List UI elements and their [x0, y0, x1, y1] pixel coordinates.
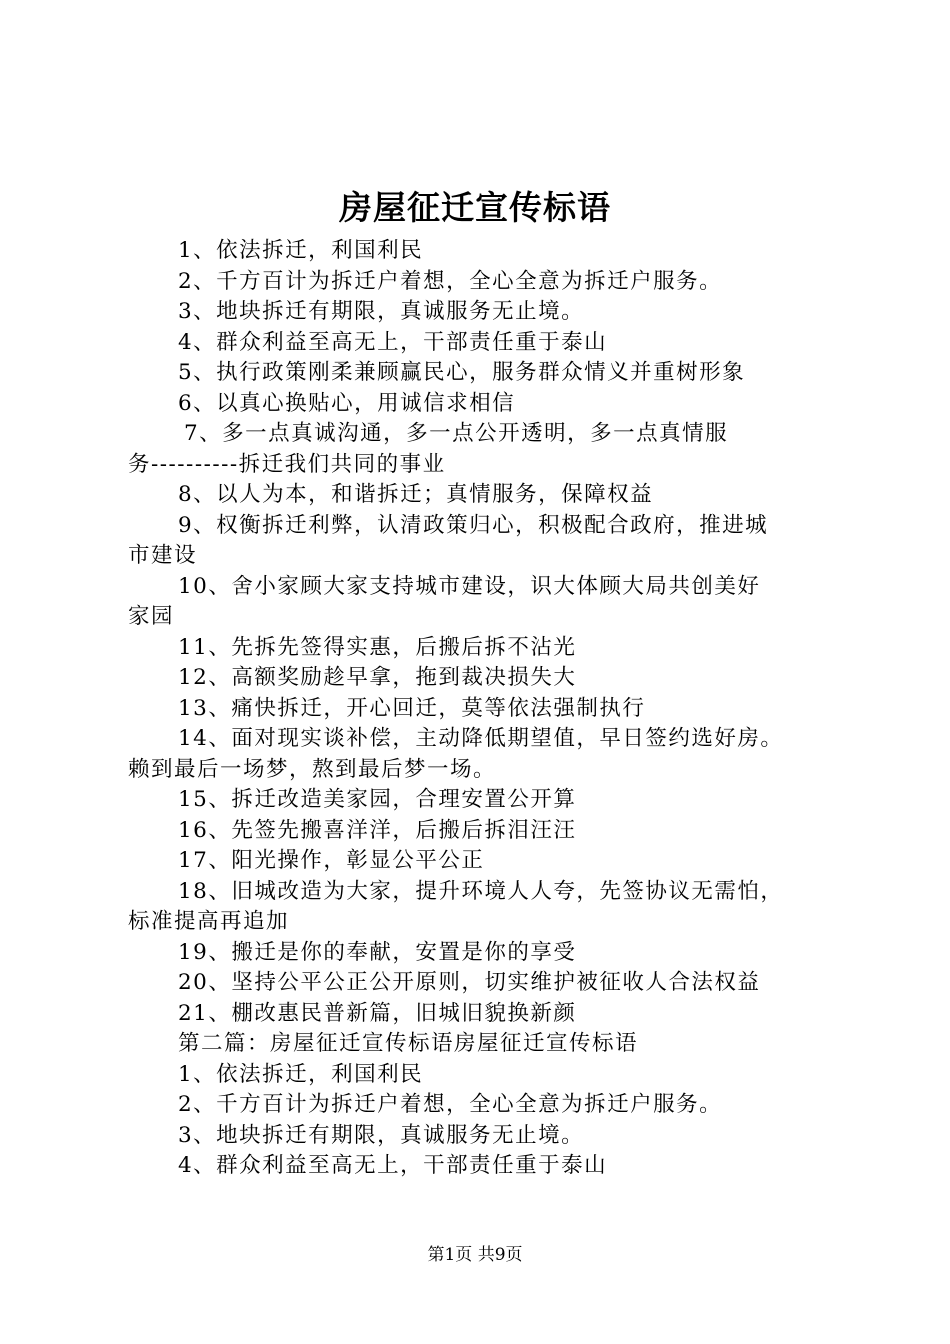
- slogan-line: 12、高额奖励趁早拿，拖到裁决损失大: [178, 665, 577, 690]
- slogan-line: 2、千方百计为拆迁户着想，全心全意为拆迁户服务。: [178, 268, 723, 294]
- slogan-line: 7、多一点真诚沟通，多一点公开透明，多一点真情服: [184, 421, 729, 446]
- slogan-line: 16、先签先搬喜洋洋，后搬后拆泪汪汪: [178, 817, 577, 843]
- slogan-line: 3、地块拆迁有期限，真诚服务无止境。: [178, 299, 585, 324]
- slogan-line: 1、依法拆迁，利国利民: [178, 238, 424, 263]
- slogan-line: 19、搬迁是你的奉献，安置是你的享受: [178, 939, 577, 965]
- section-heading: 第二篇：房屋征迁宣传标语房屋征迁宣传标语: [178, 1031, 639, 1056]
- document-body: [128, 236, 848, 1182]
- slogan-line: 1、依法拆迁，利国利民: [178, 1061, 424, 1087]
- slogan-line: 20、坚持公平公正公开原则，切实维护被征收人合法权益: [178, 970, 761, 995]
- slogan-line: 21、棚改惠民普新篇，旧城旧貌换新颜: [178, 1000, 577, 1026]
- slogan-line: 13、痛快拆迁，开心回迁，莫等依法强制执行: [178, 695, 646, 721]
- slogan-line: 4、群众利益至高无上，干部责任重于泰山: [178, 329, 608, 355]
- slogan-line: 3、地块拆迁有期限，真诚服务无止境。: [178, 1122, 585, 1148]
- slogan-line: 10、舍小家顾大家支持城市建设，识大体顾大局共创美好: [178, 573, 761, 599]
- slogan-line: 5、执行政策刚柔兼顾赢民心，服务群众情义并重树形象: [178, 360, 746, 385]
- slogan-line: 2、千方百计为拆迁户着想，全心全意为拆迁户服务。: [178, 1092, 723, 1117]
- slogan-line-continued: 标准提高再追加: [128, 909, 290, 934]
- slogan-line: 15、拆迁改造美家园，合理安置公开算: [178, 787, 577, 812]
- slogan-line: 9、权衡拆迁利弊，认清政策归心，积极配合政府，推进城: [178, 512, 769, 538]
- document-title: 房屋征迁宣传标语: [339, 188, 611, 227]
- slogan-line: 14、面对现实谈补偿，主动降低期望值，早日签约选好房。: [178, 726, 784, 751]
- slogan-line: 18、旧城改造为大家，提升环境人人夸，先签协议无需怕，: [178, 878, 784, 904]
- page-number: 第1页 共9页: [427, 1245, 523, 1265]
- slogan-line-continued: 市建设: [128, 543, 198, 568]
- slogan-line-continued: 赖到最后一场梦，熬到最后梦一场。: [128, 756, 497, 782]
- slogan-line: 11、先拆先签得实惠，后搬后拆不沾光: [178, 634, 577, 660]
- slogan-line: 6、以真心换贴心，用诚信求相信: [178, 390, 516, 416]
- slogan-line: 4、群众利益至高无上，干部责任重于泰山: [178, 1153, 608, 1178]
- slogan-line: 8、以人为本，和谐拆迁；真情服务，保障权益: [178, 482, 654, 507]
- slogan-line-continued: 务----------拆迁我们共同的事业: [128, 451, 446, 477]
- slogan-line: 17、阳光操作，彰显公平公正: [178, 848, 485, 873]
- slogan-line-continued: 家园: [128, 604, 175, 629]
